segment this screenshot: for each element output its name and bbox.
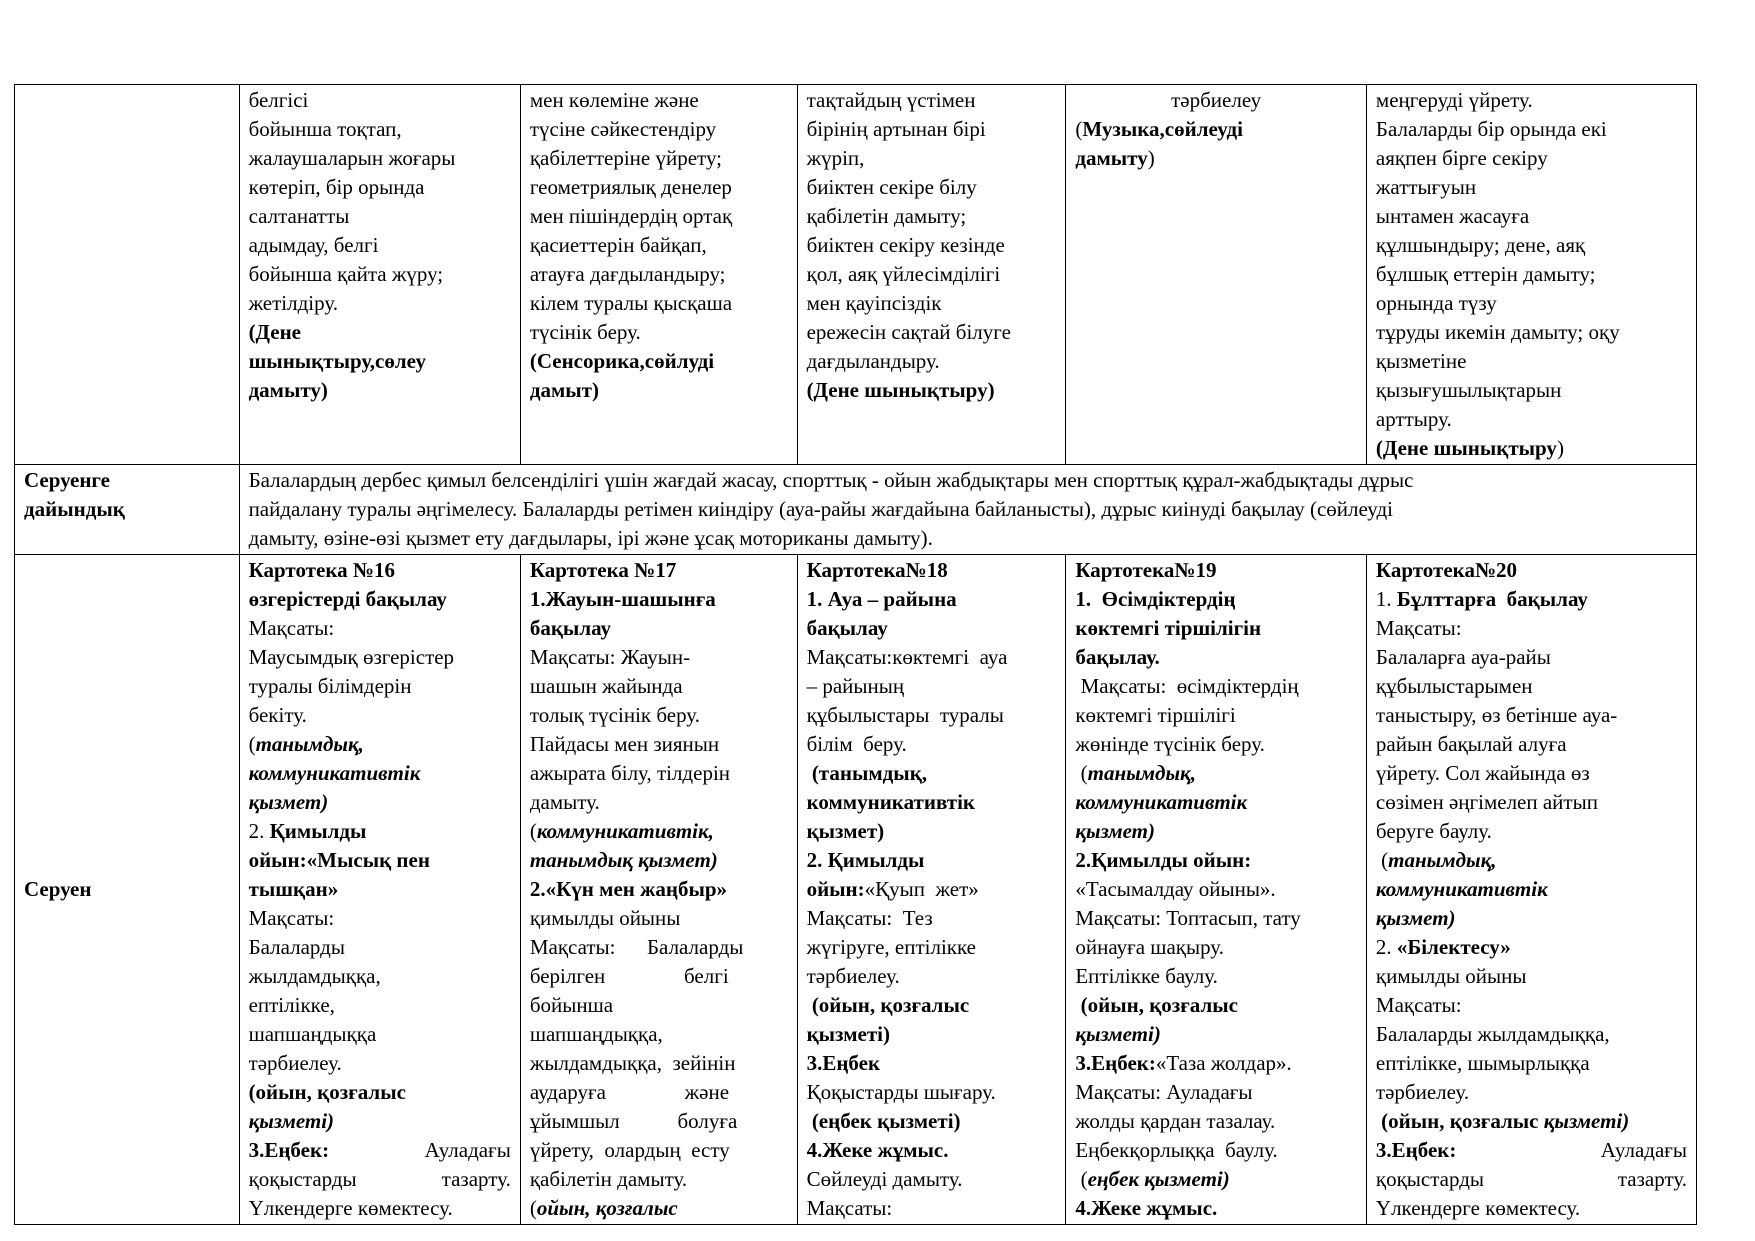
- text-line: (: [248, 732, 256, 756]
- text-line: «Білектесу»: [1396, 935, 1511, 959]
- text-line: (ойын, қозғалыс: [248, 1080, 406, 1104]
- text-line: (танымдық,: [806, 761, 928, 785]
- text-line: бақылау: [529, 616, 612, 640]
- text-line: құбылыстарымен: [1375, 674, 1533, 698]
- text-line: үйрету. Сол жайында өз: [1375, 761, 1590, 785]
- text-line: (Сенсорика,сөйлуді: [529, 349, 715, 373]
- text-line: қызмет): [248, 790, 329, 814]
- label-line: Серуенге: [24, 468, 110, 492]
- text-line: биіктен секіру кезінде: [806, 233, 1005, 257]
- text-line: қоқыстарды: [1375, 1167, 1485, 1191]
- text-line: Мақсаты: Ауладағы: [1075, 1080, 1253, 1104]
- text-line: Пайдасы мен зиянын: [529, 732, 720, 756]
- text-line: 3.Еңбек: [806, 1051, 881, 1075]
- text-line: (еңбек қызметі): [806, 1109, 961, 1133]
- text-line: (: [529, 1196, 537, 1220]
- text-line: биіктен секіре білу: [806, 175, 977, 199]
- text-line: аяқпен бірге секіру: [1375, 146, 1548, 170]
- text-line: райын бақылай алуға: [1375, 732, 1567, 756]
- row-label-empty: [15, 85, 240, 465]
- text-line: дамыт): [529, 378, 599, 402]
- text-line: қабілетін дамыту;: [806, 204, 967, 228]
- text-line: тәрбиелеу: [1171, 88, 1262, 112]
- text-line: Мақсаты: Топтасып, тату: [1075, 906, 1301, 930]
- text-line: кілем туралы қысқаша: [529, 291, 733, 315]
- text-line: ): [1556, 436, 1564, 460]
- text-line: қызметі): [1075, 1022, 1161, 1046]
- text-line: тазарту.: [1617, 1167, 1687, 1191]
- text-line: коммуникативтік: [248, 761, 421, 785]
- cell-walk-tue: [520, 555, 797, 1225]
- card-title: Картотека№20: [1375, 558, 1518, 582]
- text-line: танымдық,: [1388, 848, 1497, 872]
- row-label-walk-prep: [15, 465, 240, 555]
- text-line: Қоқыстарды шығару.: [806, 1080, 996, 1104]
- text-line: 1.: [1375, 587, 1397, 611]
- text-line: шапшаңдыққа,: [529, 1022, 663, 1046]
- text-line: коммуникативтік: [1075, 790, 1248, 814]
- text-line: көтеріп, бір орында: [248, 175, 425, 199]
- text-line: мен пішіндердің ортақ: [529, 204, 733, 228]
- text-line: көктемгі тіршілігін: [1075, 616, 1262, 640]
- card-title: Картотека №17: [529, 558, 677, 582]
- text-line: берілген белгі: [529, 964, 729, 988]
- text-line: қызметі): [248, 1109, 335, 1133]
- text-line: (Дене: [248, 320, 302, 344]
- text-line: 3.Еңбек:: [1375, 1138, 1457, 1162]
- text-line: Сөйлеуді дамыту.: [806, 1167, 963, 1191]
- text-line: беруге баулу.: [1375, 819, 1492, 843]
- text-line: 2.: [248, 819, 270, 843]
- text-line: дағдыландыру.: [806, 349, 940, 373]
- text-line: қызметіне: [1375, 349, 1467, 373]
- text-line: белгісі: [248, 88, 309, 112]
- text-line: түсінік беру.: [529, 320, 641, 344]
- text-line: ептілікке,: [248, 993, 335, 1017]
- text-line: Мақсаты: Балаларды: [529, 935, 744, 959]
- text-line: (: [1075, 1167, 1088, 1191]
- text-line: салтанатты: [248, 204, 350, 228]
- text-line: бірінің артынан бірі: [806, 117, 986, 141]
- text-line: бойынша тоқтап,: [248, 117, 402, 141]
- text-line: қимылды ойыны: [529, 906, 681, 930]
- text-line: ойын:«Мысық пен: [248, 848, 430, 872]
- text-line: дамыту.: [529, 790, 600, 814]
- text-line: танымдық,: [1087, 761, 1196, 785]
- text-line: қызмет): [1375, 906, 1456, 930]
- text-line: Дене шынықтыру: [1382, 436, 1557, 460]
- text-line: Ауладағы: [424, 1138, 511, 1162]
- text-line: – райының: [806, 674, 905, 698]
- text-line: Маусымдық өзгерістер: [248, 645, 455, 669]
- text-line: қоқыстарды: [248, 1167, 357, 1191]
- cell-mon: [239, 85, 520, 465]
- text-line: Ептілікке баулу.: [1075, 964, 1218, 988]
- text-line: ептілікке, шымырлыққа: [1375, 1051, 1590, 1075]
- text-line: Балаларды бір орында екі: [1375, 117, 1607, 141]
- text-line: тұруды икемін дамыту; оқу: [1375, 320, 1620, 344]
- text-line: коммуникативтік: [1375, 877, 1548, 901]
- text-line: бойынша қайта жүру;: [248, 262, 444, 286]
- text-line: Балаларды жылдамдыққа,: [1375, 1022, 1610, 1046]
- text-line: меңгеруді үйрету.: [1375, 88, 1533, 112]
- card-title: Картотека№18: [806, 558, 948, 582]
- cell-walk-thu: [1066, 555, 1367, 1225]
- text-line: «Таза жолдар».: [1155, 1051, 1292, 1075]
- text-line: (ойын, қозғалыс: [1375, 1109, 1544, 1133]
- text-line: бұлшық еттерін дамыту;: [1375, 262, 1596, 286]
- text-line: 4.Жеке жұмыс.: [806, 1138, 949, 1162]
- cell-walk-fri: [1366, 555, 1696, 1225]
- text-line: білім беру.: [806, 732, 907, 756]
- text-line: қол, аяқ үйлесімділігі: [806, 262, 1001, 286]
- cell-walk-wed: [797, 555, 1066, 1225]
- text-line: құлшындыру; дене, аяқ: [1375, 233, 1586, 257]
- text-line: Мақсаты:: [1375, 616, 1462, 640]
- text-line: жүгіруге, ептілікке: [806, 935, 976, 959]
- text-line: Мақсаты:: [806, 1196, 893, 1220]
- text-line: ): [1147, 146, 1155, 170]
- cell-thu: [1066, 85, 1367, 465]
- text-line: Мақсаты:: [1375, 993, 1462, 1017]
- text-line: 2.Қимылды ойын:: [1075, 848, 1252, 872]
- text-line: дамыту: [1075, 146, 1148, 170]
- text-line: толық түсінік беру.: [529, 703, 700, 727]
- text-line: Балаларды: [248, 935, 345, 959]
- text-line: жүріп,: [806, 146, 865, 170]
- card-title: Картотека №16: [248, 558, 395, 582]
- text-line: (: [1375, 848, 1389, 872]
- text-line: ажырата білу, тілдерін: [529, 761, 731, 785]
- text-line: 1.Жауын-шашынға: [529, 587, 716, 611]
- text-line: құбылыстары туралы: [806, 703, 1004, 727]
- text-line: 1. Ауа – райына: [806, 587, 957, 611]
- text-line: пайдалану туралы әңгімелесу. Балаларды ретімен киіндіру (ауа-райы жағдайына байланысты), дұрыс киінуді бақылау (сөйлеуді: [248, 497, 1393, 521]
- text-line: танымдық қызмет): [529, 848, 718, 872]
- text-line: Мақсаты: өсімдіктердің: [1075, 674, 1299, 698]
- text-line: (: [1375, 436, 1383, 460]
- text-line: туралы білімдерін: [248, 674, 412, 698]
- text-line: (: [529, 819, 537, 843]
- cell-walk-prep-text: [239, 465, 1696, 555]
- text-line: атауға дағдыландыру;: [529, 262, 726, 286]
- text-line: қызмет): [1075, 819, 1156, 843]
- text-line: Қимылды: [269, 819, 367, 843]
- text-line: бақылау: [806, 616, 888, 640]
- cell-tue: [520, 85, 797, 465]
- text-line: (: [1075, 761, 1088, 785]
- text-line: (Дене шынықтыру): [806, 378, 995, 402]
- text-line: ойын:: [806, 877, 865, 901]
- text-line: Бұлттарға бақылау: [1396, 587, 1588, 611]
- text-line: тәрбиелеу.: [1375, 1080, 1470, 1104]
- text-line: қасиеттерін байқап,: [529, 233, 707, 257]
- cell-walk-mon: [239, 555, 520, 1225]
- text-line: өзгерістерді бақылау: [248, 587, 447, 611]
- text-line: аударуға және: [529, 1080, 730, 1104]
- label-text: Серуен: [24, 877, 92, 901]
- table-row-walk: [15, 555, 1697, 1225]
- text-line: шынықтыру,сөлеу: [248, 349, 426, 373]
- text-line: Мақсаты:көктемгі ауа: [806, 645, 1008, 669]
- text-line: қабілеттеріне үйрету;: [529, 146, 723, 170]
- table-row-activities: [15, 85, 1697, 465]
- text-line: арттыру.: [1375, 407, 1452, 431]
- text-line: коммуникативтік,: [536, 819, 714, 843]
- text-line: ынтамен жасауға: [1375, 204, 1530, 228]
- text-line: адымдау, белгі: [248, 233, 379, 257]
- text-line: орнында түзу: [1375, 291, 1497, 315]
- text-line: тазарту.: [441, 1167, 511, 1191]
- text-line: қабілетін дамыту.: [529, 1167, 688, 1191]
- text-line: еңбек қызметі): [1087, 1167, 1230, 1191]
- text-line: Балаларға ауа-райы: [1375, 645, 1551, 669]
- text-line: 3.Еңбек:: [248, 1138, 330, 1162]
- text-line: ойнауға шақыру.: [1075, 935, 1224, 959]
- text-line: жалаушаларын жоғары: [248, 146, 456, 170]
- text-line: ережесін сақтай білуге: [806, 320, 1011, 344]
- text-line: көктемгі тіршілігі: [1075, 703, 1236, 727]
- text-line: «Тасымалдау ойыны».: [1075, 877, 1276, 901]
- text-line: бақылау.: [1075, 645, 1160, 669]
- plan-table: [14, 84, 1697, 1225]
- text-line: Мақсаты: Жауын-: [529, 645, 691, 669]
- text-line: дамыту): [248, 378, 328, 402]
- text-line: қызмет): [806, 819, 885, 843]
- text-line: шапшаңдыққа: [248, 1022, 377, 1046]
- text-line: Еңбекқорлыққа баулу.: [1075, 1138, 1278, 1162]
- card-title: Картотека№19: [1075, 558, 1217, 582]
- text-line: ойын, қозғалыс: [536, 1196, 678, 1220]
- text-line: сөзімен әңгімелеп айтып: [1375, 790, 1598, 814]
- text-line: (ойын, қозғалыс: [1075, 993, 1238, 1017]
- text-line: қызметі): [1543, 1109, 1630, 1133]
- text-line: 3.Еңбек:: [1075, 1051, 1156, 1075]
- text-line: Балалардың дербес қимыл белсенділігі үшін жағдай жасау, спорттық - ойын жабдықтары мен спорттық құрал-жабдықтады дұрыс: [248, 468, 1414, 492]
- text-line: тәрбиелеу.: [248, 1051, 342, 1075]
- text-line: 2.: [1375, 935, 1397, 959]
- text-line: Музыка,сөйлеуді: [1082, 117, 1243, 141]
- text-line: қызығушылықтарын: [1375, 378, 1562, 402]
- label-line: дайындық: [24, 497, 125, 521]
- text-line: Үлкендерге көмектесу.: [248, 1196, 453, 1220]
- text-line: қызметі): [806, 1022, 890, 1046]
- text-line: (ойын, қозғалыс: [806, 993, 970, 1017]
- text-line: Ауладағы: [1600, 1138, 1687, 1162]
- text-line: геометриялық денелер: [529, 175, 732, 199]
- text-line: түсіне сәйкестендіру: [529, 117, 717, 141]
- text-line: бекіту.: [248, 703, 307, 727]
- text-line: 4.Жеке жұмыс.: [1075, 1196, 1218, 1220]
- text-line: Мақсаты: Тез: [806, 906, 933, 930]
- text-line: мен қауіпсіздік: [806, 291, 942, 315]
- text-line: үйрету, олардың есту: [529, 1138, 730, 1162]
- text-line: жөнінде түсінік беру.: [1075, 732, 1265, 756]
- text-line: мен көлеміне және: [529, 88, 699, 112]
- text-line: Мақсаты:: [248, 616, 335, 640]
- text-line: таныстыру, өз бетінше ауа-: [1375, 703, 1618, 727]
- text-line: жолды қардан тазалау.: [1075, 1109, 1276, 1133]
- text-line: ұйымшыл болуға: [529, 1109, 738, 1133]
- text-line: шашын жайында: [529, 674, 683, 698]
- text-line: жаттығуын: [1375, 175, 1477, 199]
- text-line: тәрбиелеу.: [806, 964, 900, 988]
- text-line: жетілдіру.: [248, 291, 338, 315]
- text-line: танымдық,: [255, 732, 364, 756]
- text-line: 1. Өсімдіктердің: [1075, 587, 1236, 611]
- text-line: жылдамдыққа,: [248, 964, 381, 988]
- text-line: коммуникативтік: [806, 790, 976, 814]
- text-line: дамыту, өзіне-өзі қызмет ету дағдылары, ірі және ұсақ моториканы дамыту).: [248, 526, 933, 550]
- cell-fri: [1366, 85, 1696, 465]
- text-line: 2. Қимылды: [806, 848, 925, 872]
- text-line: жылдамдыққа, зейінін: [529, 1051, 736, 1075]
- text-line: қимылды ойыны: [1375, 964, 1527, 988]
- text-line: тақтайдың үстімен: [806, 88, 976, 112]
- text-line: «Қуып жет»: [864, 877, 979, 901]
- text-line: Мақсаты:: [248, 906, 335, 930]
- text-line: (: [1075, 117, 1083, 141]
- text-line: бойынша: [529, 993, 614, 1017]
- text-line: тышқан»: [248, 877, 339, 901]
- table-row-walk-prep: [15, 465, 1697, 555]
- text-line: 2.«Күн мен жаңбыр»: [529, 877, 728, 901]
- row-label-walk: [15, 555, 240, 1225]
- cell-wed: [797, 85, 1066, 465]
- text-line: Үлкендерге көмектесу.: [1375, 1196, 1581, 1220]
